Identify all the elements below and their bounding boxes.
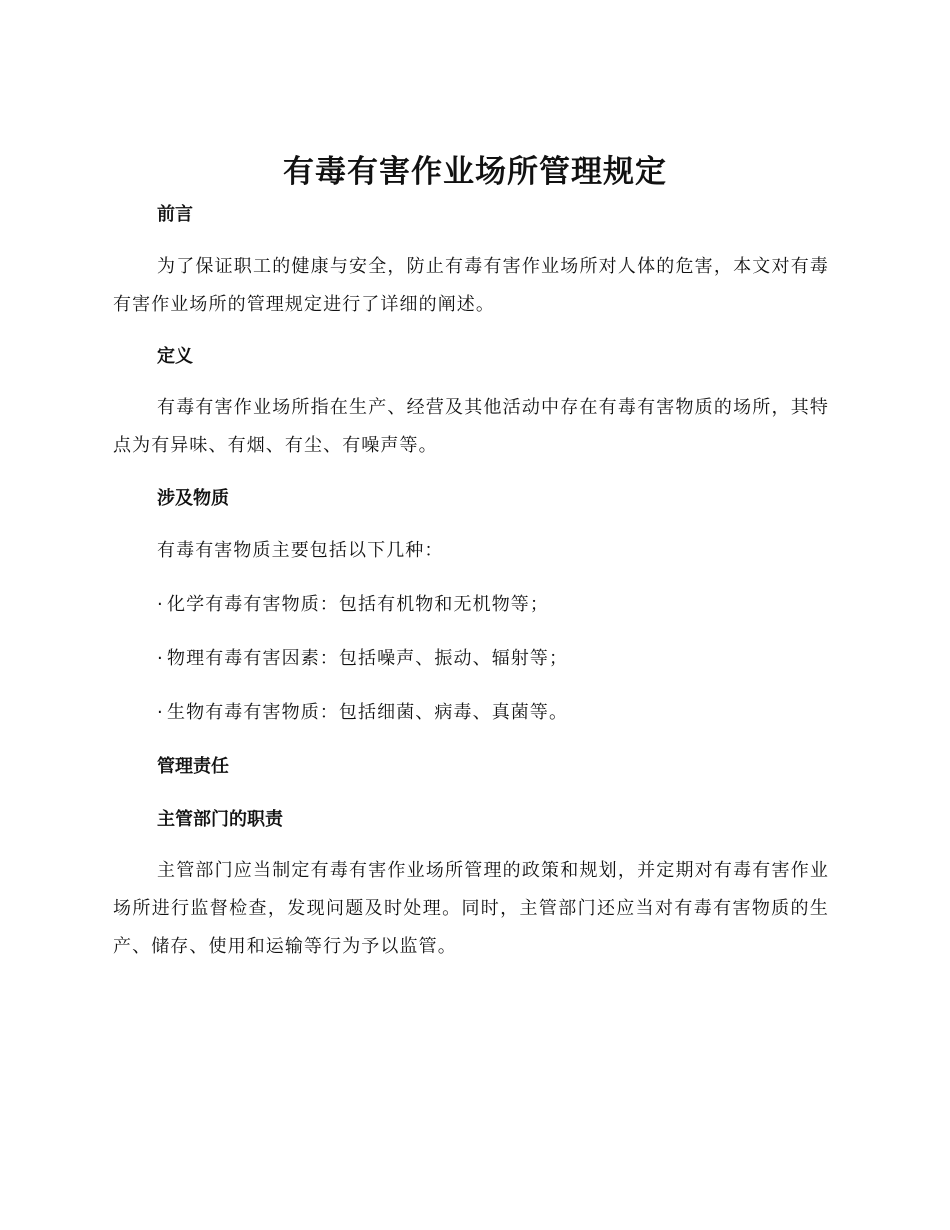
department-duties-paragraph: 主管部门应当制定有毒有害作业场所管理的政策和规划，并定期对有毒有害作业场所进行监督检查，发现问题及时处理。同时，主管部门还应当对有毒有害物质的生产、储存、使用和运输等行为予以监管。 <box>113 860 829 957</box>
document-title: 有毒有害作业场所管理规定 <box>283 154 667 190</box>
section-heading-responsibility: 管理责任 <box>157 756 229 777</box>
bullet-marker: · <box>157 702 163 723</box>
bullet-marker: · <box>157 594 163 615</box>
list-item-text: 生物有毒有害物质：包括细菌、病毒、真菌等。 <box>167 702 569 723</box>
list-item-text: 化学有毒有害物质：包括有机物和无机物等； <box>167 594 549 615</box>
section-heading-preface: 前言 <box>157 204 193 225</box>
subsection-heading-department-duties: 主管部门的职责 <box>157 809 283 830</box>
list-item <box>157 645 568 673</box>
substances-intro: 有毒有害物质主要包括以下几种： <box>157 540 444 561</box>
definition-paragraph: 有毒有害作业场所指在生产、经营及其他活动中存在有毒有害物质的场所，其特点为有异味、有烟、有尘、有噪声等。 <box>113 397 829 456</box>
bullet-marker: · <box>157 648 163 669</box>
section-heading-substances: 涉及物质 <box>157 488 229 509</box>
preface-paragraph: 为了保证职工的健康与安全，防止有毒有害作业场所对人体的危害，本文对有毒有害作业场所的管理规定进行了详细的阐述。 <box>113 256 829 315</box>
list-item <box>157 699 568 727</box>
list-item-text: 物理有毒有害因素：包括噪声、振动、辐射等； <box>167 648 569 669</box>
section-heading-definition: 定义 <box>157 346 193 367</box>
list-item <box>157 591 549 619</box>
